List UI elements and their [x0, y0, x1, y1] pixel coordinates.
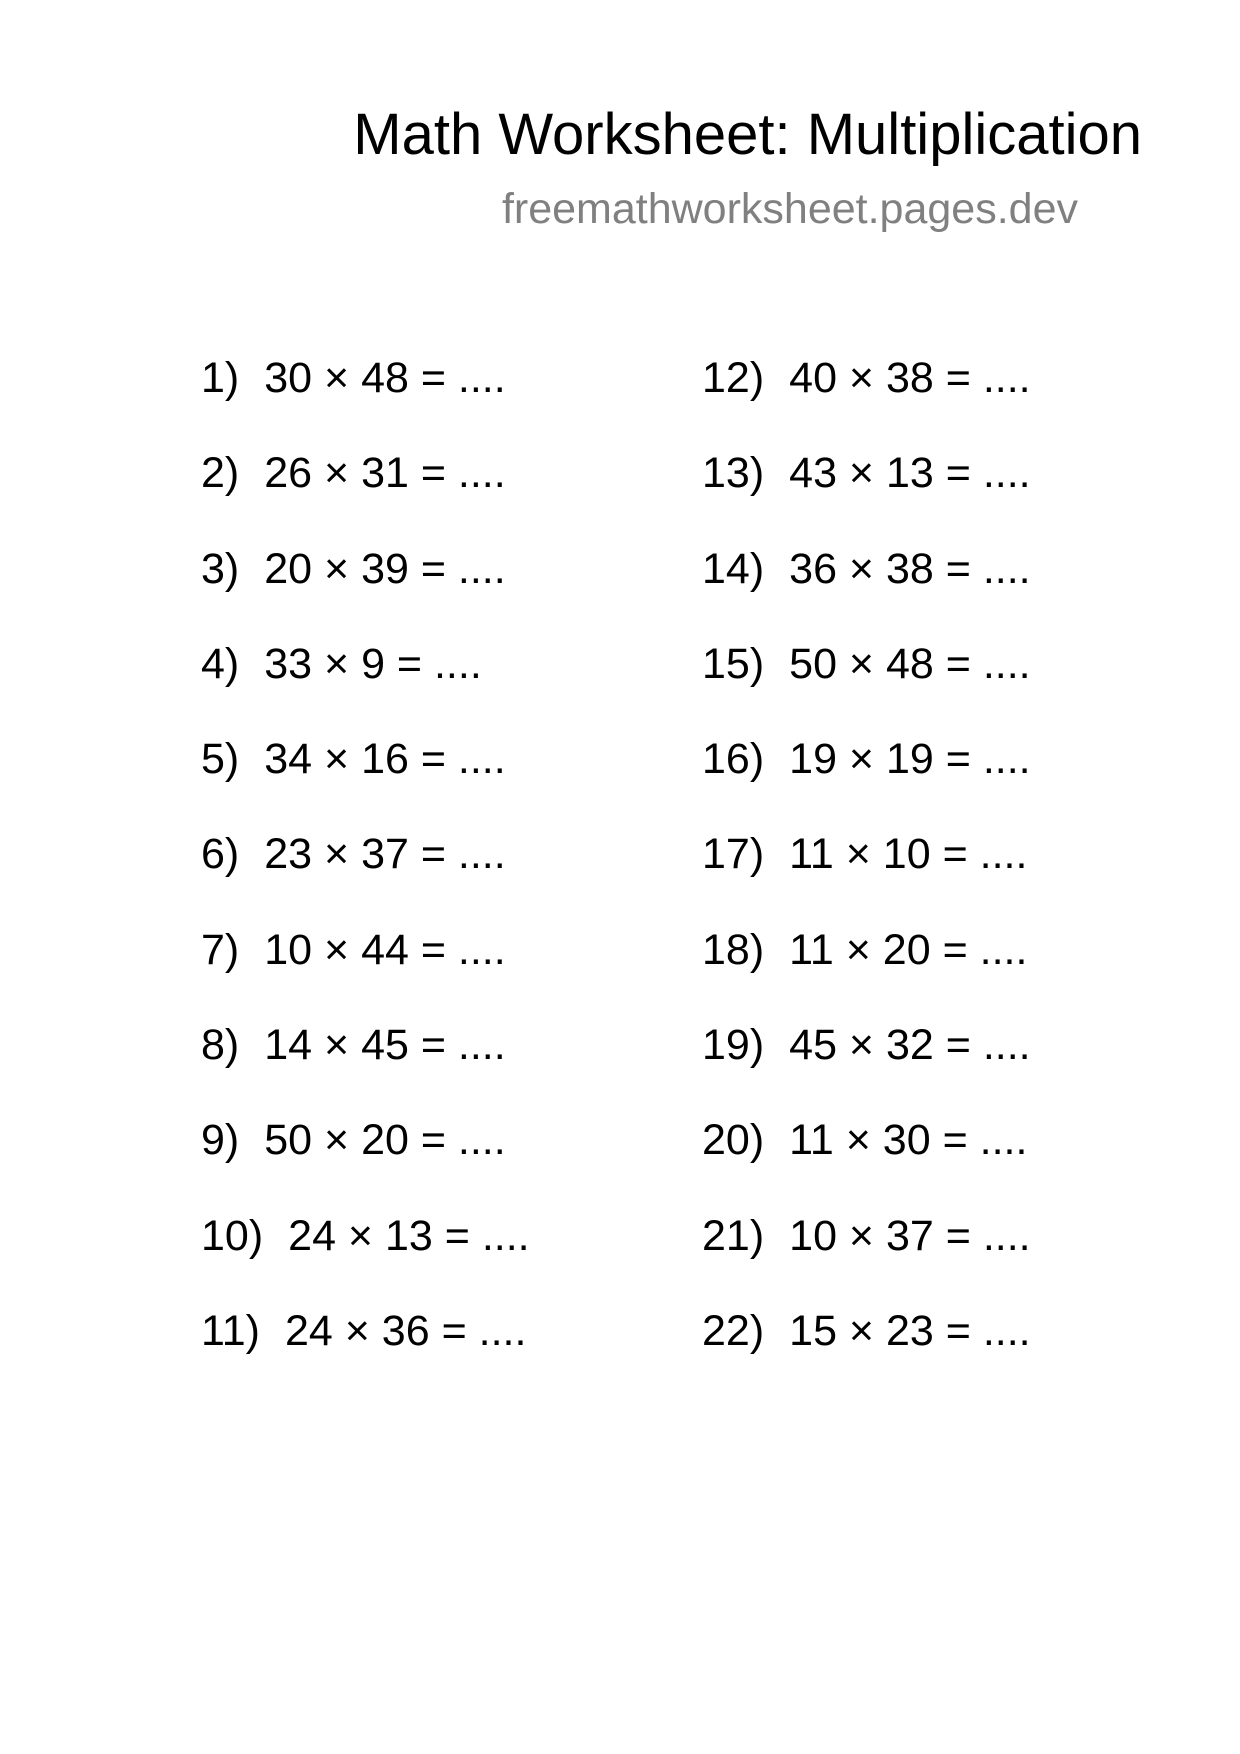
problem-item: [702, 440, 1031, 535]
problem-item: [702, 1203, 1031, 1298]
problem-number: 20): [702, 1116, 765, 1165]
problem-expression: 19 × 19 = ....: [789, 735, 1031, 784]
problem-item: [702, 1298, 1031, 1393]
problem-number: 6): [201, 830, 240, 879]
problem-expression: 33 × 9 = ....: [264, 639, 482, 688]
problem-number: 11): [201, 1306, 260, 1355]
problem-number: 18): [702, 925, 765, 974]
problem-expression: 11 × 20 = ....: [789, 925, 1028, 974]
page-subtitle: freemathworksheet.pages.dev: [501, 185, 1078, 233]
problem-number: 21): [702, 1211, 765, 1260]
problem-item: [702, 631, 1031, 726]
problem-item: [201, 1203, 530, 1298]
problem-item: [201, 1012, 530, 1107]
problem-expression: 11 × 30 = ....: [789, 1116, 1028, 1165]
problem-item: [201, 1107, 530, 1202]
problem-number: 7): [201, 925, 240, 974]
problem-expression: 15 × 23 = ....: [789, 1306, 1031, 1355]
problem-expression: 36 × 38 = ....: [789, 544, 1031, 593]
problem-item: [702, 917, 1031, 1012]
problem-number: 10): [201, 1211, 264, 1260]
problem-number: 13): [702, 449, 765, 498]
problem-number: 8): [201, 1021, 240, 1070]
problem-number: 3): [201, 544, 240, 593]
problem-expression: 40 × 38 = ....: [789, 354, 1031, 402]
problem-number: 12): [702, 354, 765, 402]
problem-item: [201, 631, 530, 726]
problem-expression: 20 × 39 = ....: [264, 544, 506, 593]
problem-column-right: [702, 345, 1031, 1393]
problem-number: 2): [201, 449, 240, 498]
problem-expression: 11 × 10 = ....: [789, 830, 1028, 879]
problem-expression: 24 × 13 = ....: [288, 1211, 530, 1260]
problem-item: [702, 1107, 1031, 1202]
problem-item: [201, 536, 530, 631]
problem-item: [702, 345, 1031, 440]
problem-item: [201, 1298, 530, 1393]
problem-item: [702, 1012, 1031, 1107]
problem-expression: 14 × 45 = ....: [264, 1021, 506, 1070]
problem-expression: 10 × 37 = ....: [789, 1211, 1031, 1260]
problem-number: 14): [702, 544, 765, 593]
problem-item: [201, 440, 530, 535]
page-title: Math Worksheet: Multiplication: [353, 102, 1142, 167]
problem-expression: 50 × 20 = ....: [264, 1116, 506, 1165]
problem-expression: 24 × 36 = ....: [284, 1306, 527, 1355]
problem-expression: 45 × 32 = ....: [789, 1021, 1031, 1070]
problem-item: [201, 345, 530, 440]
problem-number: 4): [201, 639, 240, 688]
problem-number: 17): [702, 830, 765, 879]
problem-number: 22): [702, 1306, 765, 1355]
problem-number: 16): [702, 735, 765, 784]
problem-column-left: [201, 345, 530, 1393]
problem-expression: 43 × 13 = ....: [789, 449, 1031, 498]
problem-expression: 34 × 16 = ....: [264, 735, 506, 784]
problem-item: [201, 726, 530, 821]
problem-item: [201, 917, 530, 1012]
problem-expression: 23 × 37 = ....: [264, 830, 506, 879]
problem-number: 5): [201, 735, 240, 784]
problem-number: 15): [702, 639, 765, 688]
problem-item: [201, 821, 530, 916]
problem-expression: 10 × 44 = ....: [264, 925, 506, 974]
problem-item: [702, 536, 1031, 631]
problem-expression: 50 × 48 = ....: [789, 639, 1031, 688]
problem-item: [702, 821, 1031, 916]
problem-number: 9): [201, 1116, 240, 1165]
problem-number: 1): [201, 354, 240, 402]
problem-expression: 26 × 31 = ....: [264, 449, 506, 498]
problem-expression: 30 × 48 = ....: [264, 354, 506, 402]
problem-number: 19): [702, 1021, 765, 1070]
problem-item: [702, 726, 1031, 821]
